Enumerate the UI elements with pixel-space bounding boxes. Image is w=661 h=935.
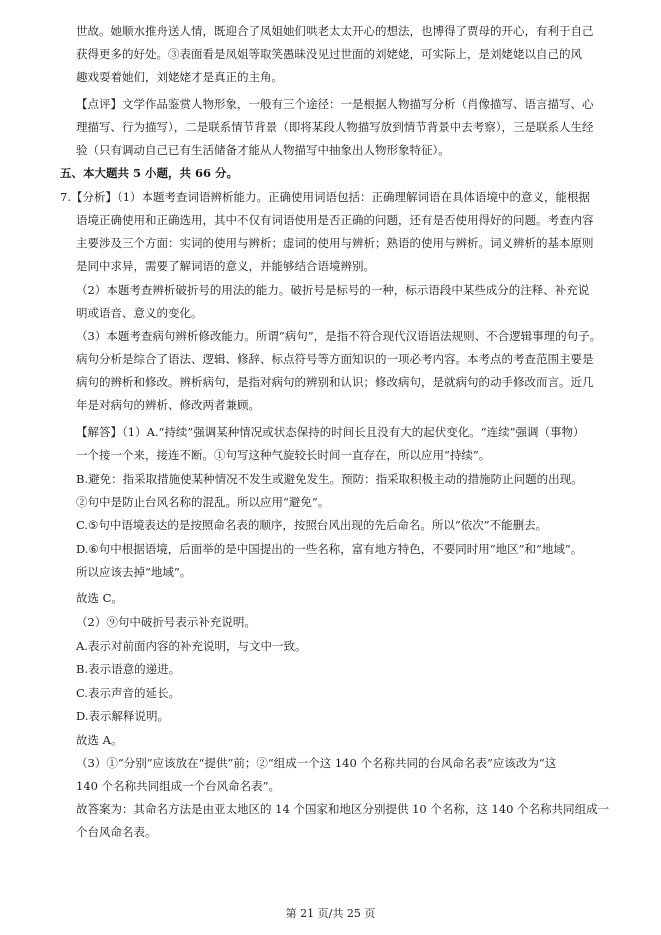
text-line: （2）⑨句中破折号表示补充说明。 (76, 615, 256, 629)
text-line: 所以应该去掉“地域”。 (76, 565, 192, 579)
text-line: 故答案为：其命名方法是由亚太地区的 14 个国家和地区分别提供 10 个名称，这 140 个名称共同组成一 (76, 802, 610, 816)
text-line: A.表示对前面内容的补充说明，与文中一致。 (76, 639, 307, 653)
text-line: 趣戏耍着她们，刘姥姥才是真正的主角。 (76, 70, 283, 84)
text-line: 一个接一个来，接连不断。①句写这种气旋较长时间一直存在，所以应用“持续”。 (76, 448, 491, 462)
text-line: （3）①“分别”应该放在“提供”前；②“组成一个这 140 个名称共同的台风命名表”应该改为“这 (76, 756, 557, 770)
text-line: 140 个名称共同组成一个台风命名表”。 (76, 779, 280, 793)
text-line: 明或语音、意义的变化。 (76, 306, 203, 320)
text-line: 主要涉及三个方面：实词的使用与辨析；虚词的使用与辨析；熟语的使用与辨析。词义辨析的基本原则 (76, 236, 594, 250)
text-line: （3）本题考查病句辨析修改能力。所谓“病句”，是指不符合现代汉语语法规则、不合逻辑事理的句子。 (76, 329, 602, 343)
text-line: （2）本题考查辨析破折号的用法的能力。破折号是标号的一种，标示语段中某些成分的注释、补充说 (76, 283, 590, 297)
text-line: C.表示声音的延长。 (76, 686, 181, 700)
text-line: D.表示解释说明。 (76, 709, 169, 723)
text-line: 个台风命名表。 (76, 825, 157, 839)
text-line: C.⑤句中语境表达的是按照命名表的顺序，按照台风出现的先后命名。所以“依次”不能删去。 (76, 518, 548, 532)
text-line: 是同中求异，需要了解词语的意义，并能够结合语境辨别。 (76, 259, 375, 273)
text-line: B.表示语意的递进。 (76, 662, 181, 676)
text-line: B.避免：指采取措施使某种情况不发生或避免发生。预防：指采取积极主动的措施防止问题的出现。 (76, 472, 583, 486)
text-line: 理描写、行为描写），二是联系情节背景（即将某段人物描写放到情节背景中去考察），三是联系人生经 (76, 120, 594, 134)
commentary-heading-line: 【点评】文学作品鉴赏人物形象，一般有三个途径：一是根据人物描写分析（肖像描写、语言描写、心 (76, 97, 594, 111)
text-line: 获得更多的好处。③表面看是凤姐等取笑愚昧没见过世面的刘姥姥，可实际上，是刘姥姥以自己的风 (76, 47, 582, 61)
text-line: D.⑥句中根据语境，后面举的是中国提出的一些名称，富有地方特色，不要同时用“地区”和“地域”。 (76, 542, 583, 556)
text-line: 世故。她顺水推舟送人情，既迎合了凤姐她们哄老太太开心的想法，也博得了贾母的开心，有利于自己 (76, 24, 594, 38)
text-line: 病句分析是综合了语法、逻辑、修辞、标点符号等方面知识的一项必考内容。本考点的考查范围主要是 (76, 352, 594, 366)
text-line: 验（只有调动自己已有生活储备才能从人物描写中抽象出人物形象特征）。 (76, 143, 450, 157)
text-line: ②句中是防止台风名称的混乱。所以应用“避免”。 (76, 495, 330, 509)
text-line: 语境正确使用和正确选用，其中不仅有词语使用是否正确的问题，还有是否使用得好的问题。考查内容 (76, 213, 594, 227)
section-heading: 五、本大题共 5 小题，共 66 分。 (60, 166, 239, 180)
text-line: 故选 A。 (76, 733, 123, 747)
page-number-footer: 第 21 页/共 25 页 (285, 907, 376, 920)
text-line: 病句的辨析和修改。辨析病句，是指对病句的辨别和认识；修改病句，是就病句的动手修改而言。近几 (76, 375, 594, 389)
answer-heading-line: 【解答】（1）A.“持续”强调某种情况或状态保持的时间长且没有大的起伏变化。“连续”强调（事物） (76, 425, 585, 439)
text-line: 故选 C。 (76, 591, 123, 605)
text-line: 年是对病句的辨析、修改两者兼顾。 (76, 398, 260, 412)
question-7-analysis-line: 7.【分析】（1）本题考查词语辨析能力。正确使用词语包括：正确理解词语在具体语境中的意义，能根据 (60, 190, 591, 204)
